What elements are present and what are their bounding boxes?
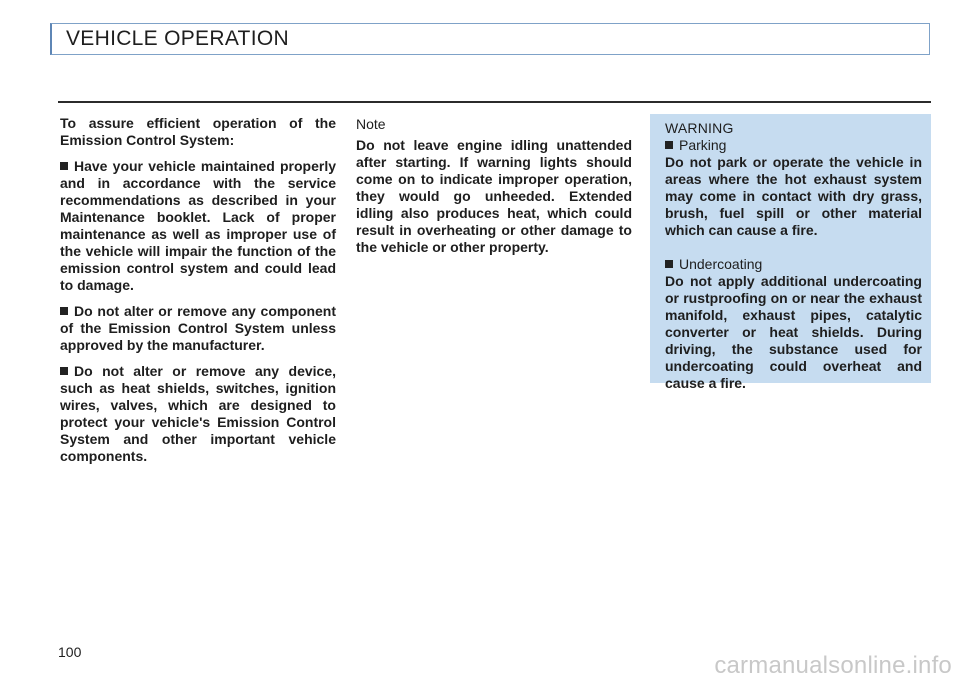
warning-heading-undercoating xyxy=(665,256,922,273)
spacer xyxy=(665,239,922,256)
bullet-square-icon xyxy=(60,307,68,315)
intro-paragraph: To assure efficient operation of the Emission Control System: xyxy=(60,115,336,148)
page-number: 100 xyxy=(58,644,82,660)
column-note xyxy=(356,116,632,256)
bullet-square-icon xyxy=(665,260,673,268)
note-text: Do not leave engine idling unattended after starting. If warning lights should come on to indicate improper operation, they would go unheeded. Extended idling also produces heat, which could result in overheating or other damage to the vehicle or other property. xyxy=(356,137,632,255)
warning-heading-label: Parking xyxy=(679,137,727,153)
warning-text-undercoating: Do not apply additional undercoating or rustproofing on or near the exhaust manifold, exhaust pipes, catalytic converter or heat shields. During driving, the substance used for undercoating could overheat and cause a fire. xyxy=(665,273,922,391)
bullet-square-icon xyxy=(60,162,68,170)
section-header xyxy=(50,23,930,55)
warning-box xyxy=(650,114,931,391)
note-label: Note xyxy=(356,116,386,132)
bullet-square-icon xyxy=(60,367,68,375)
warning-heading-parking xyxy=(665,137,922,154)
warning-title: WARNING xyxy=(665,120,734,136)
bullet-devices xyxy=(60,363,336,465)
bullet-maintenance xyxy=(60,158,336,294)
bullet-square-icon xyxy=(665,141,673,149)
divider-rule xyxy=(58,101,931,103)
warning-heading-label: Undercoating xyxy=(679,256,763,272)
page-title: VEHICLE OPERATION xyxy=(66,27,289,50)
bullet-text: Do not alter or remove any device, such as heat shields, switches, ignition wires, valves, which are designed to protect your vehicle's Emission Control System and other important vehicle components. xyxy=(60,363,336,464)
column-emission-control xyxy=(60,115,336,474)
bullet-text: Have your vehicle maintained properly and in accordance with the service recommendations as described in your Maintenance booklet. Lack of proper maintenance as well as improper use of the vehicle will impair the function of the emission control system and could lead to damage. xyxy=(60,158,336,293)
warning-text-parking: Do not park or operate the vehicle in areas where the hot exhaust system may come in contact with dry grass, brush, fuel spill or other material which can cause a fire. xyxy=(665,154,922,238)
bullet-text: Do not alter or remove any component of the Emission Control System unless approved by the manufacturer. xyxy=(60,303,336,353)
bullet-component xyxy=(60,303,336,354)
watermark: carmanualsonline.info xyxy=(714,652,952,679)
warning-content xyxy=(665,120,922,392)
